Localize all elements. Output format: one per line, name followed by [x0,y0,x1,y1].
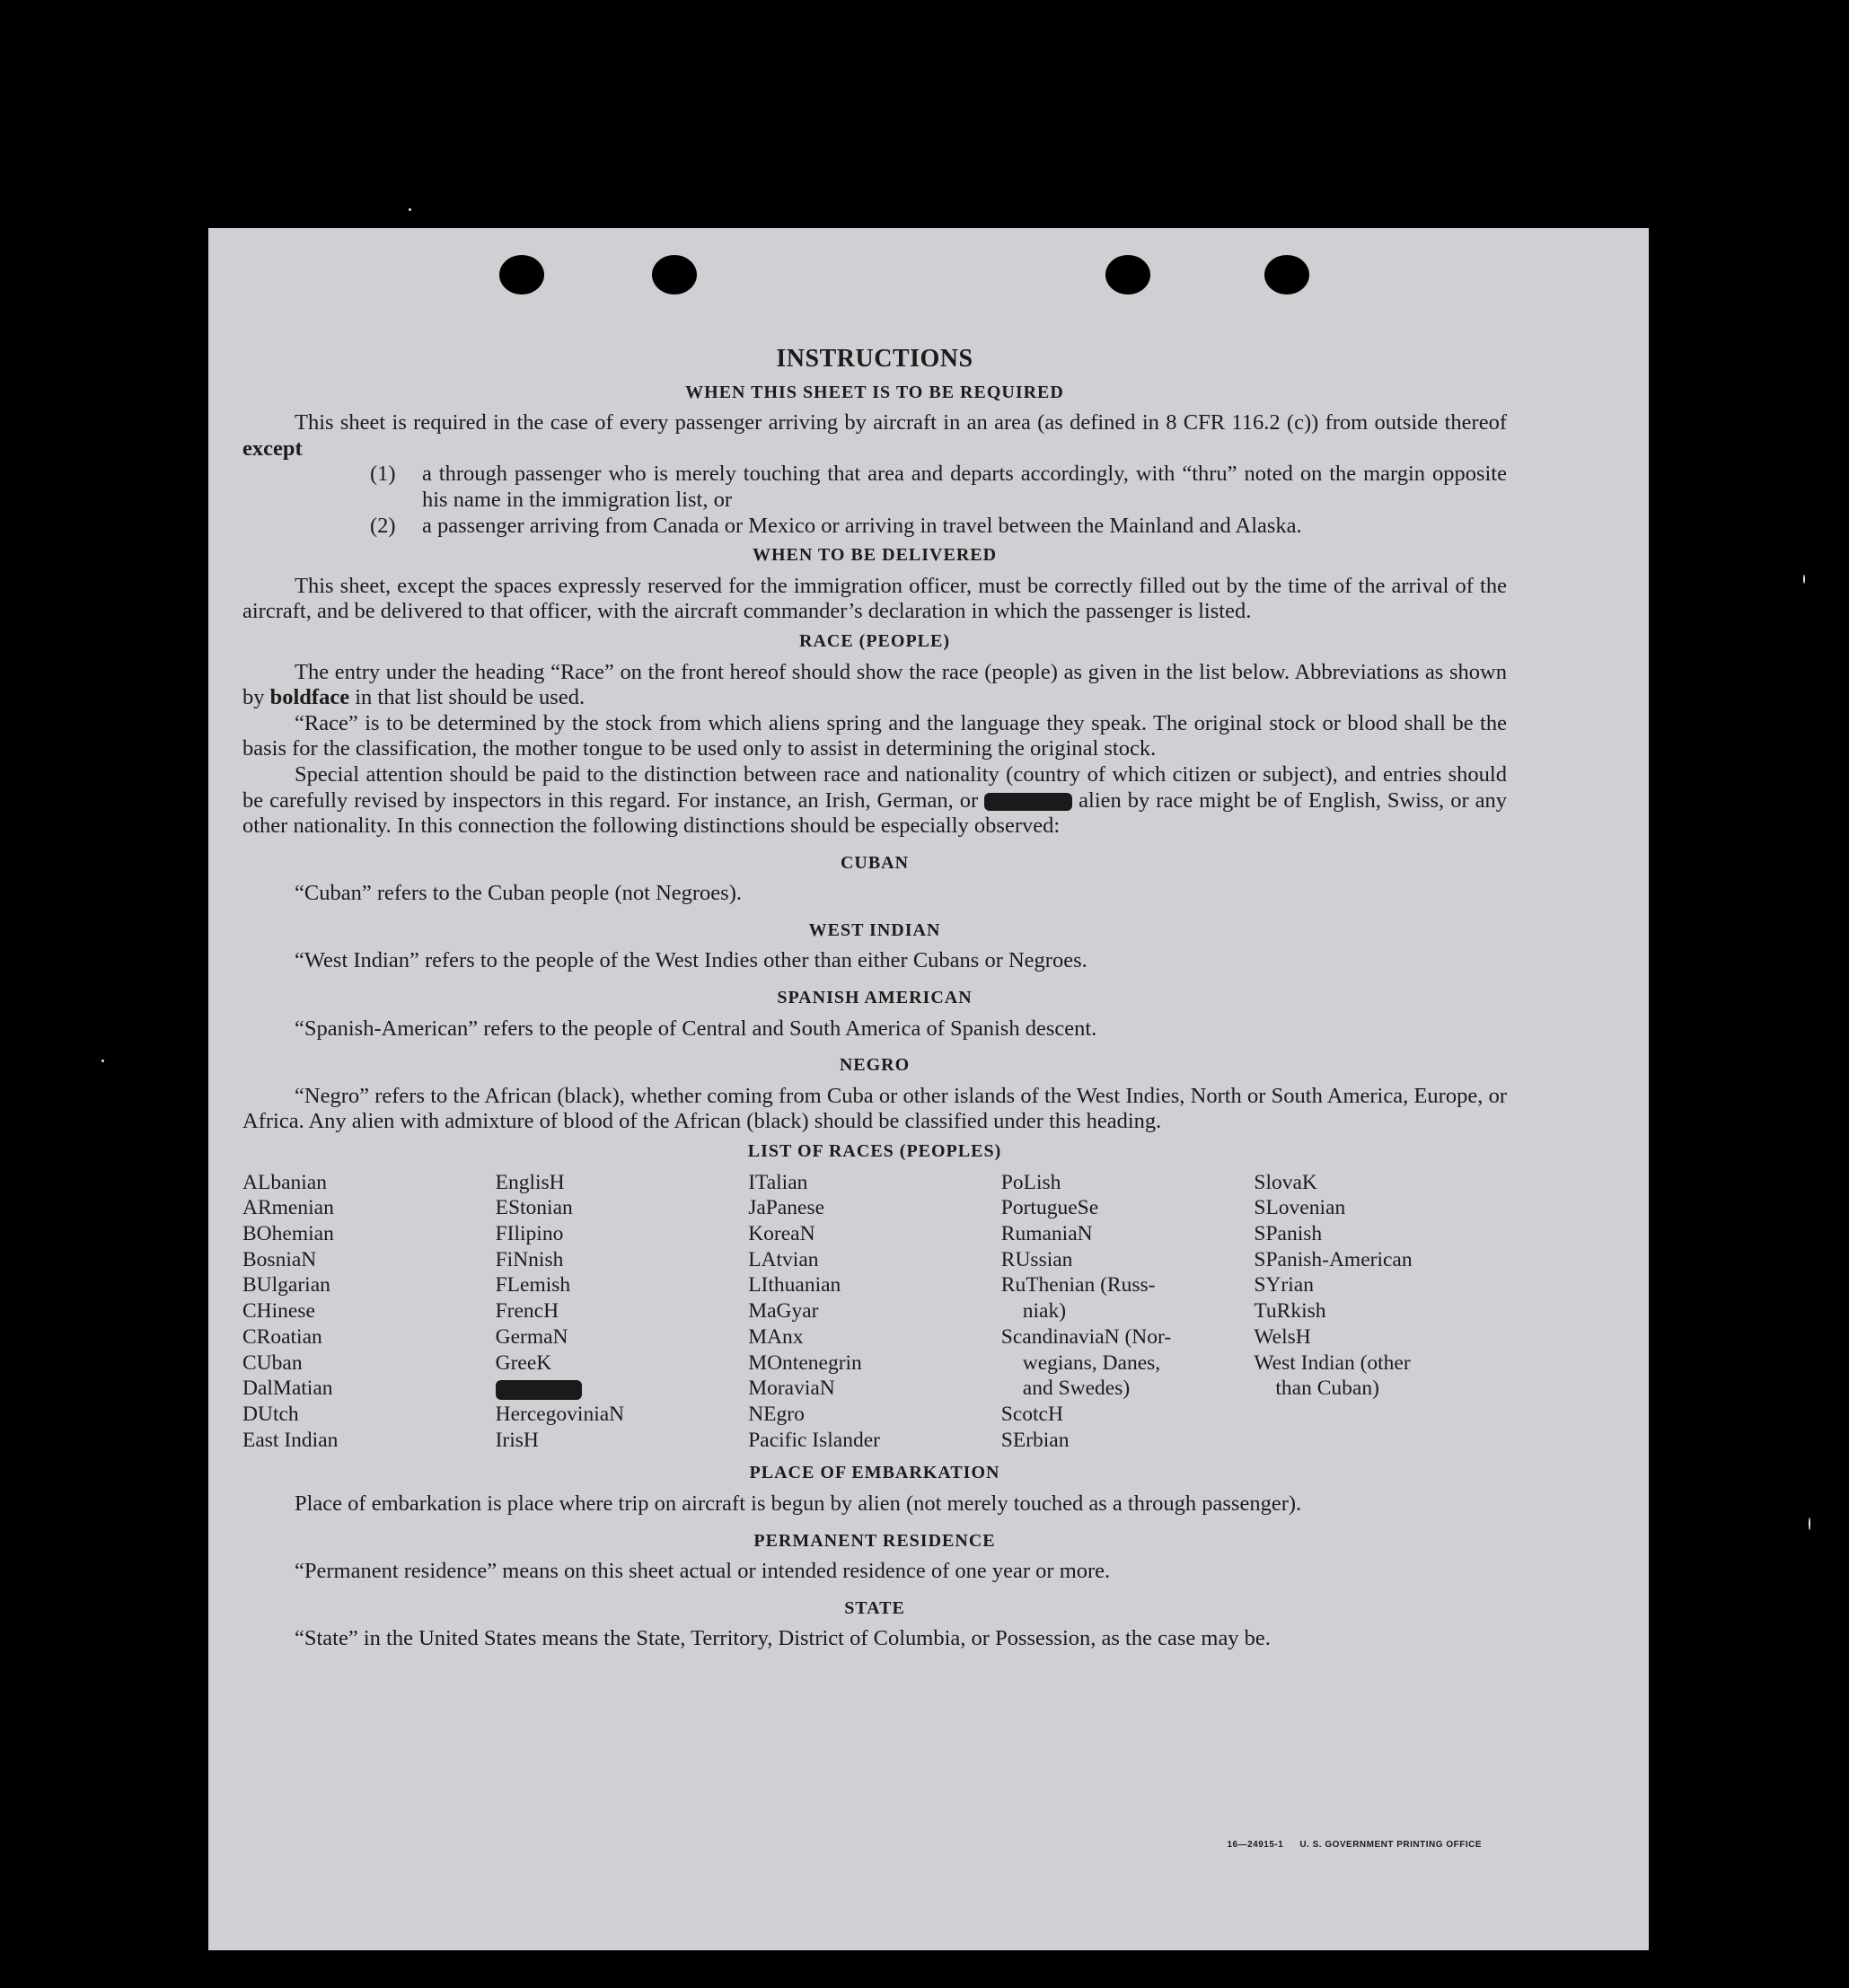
race-item: ALbanian [242,1170,327,1194]
heading-embarkation: PLACE OF EMBARKATION [749,1463,1000,1483]
heading-west-indian: WEST INDIAN [808,919,941,940]
paragraph-negro: “Negro” refers to the African (black), whether coming from Cuba or other islands of the West Indies, North or South America, Europe, or Africa. Any alien with admixture of blood of the African (black) should be classified under this heading. [242,1083,1507,1134]
race-item: FIlipino [495,1222,564,1246]
race-item: RuThenian (Russ- [1000,1273,1156,1297]
race-item: West Indian (other [1254,1350,1411,1375]
race-item-continued: niak) [1022,1299,1067,1324]
race-item: DUtch [242,1402,299,1426]
race-item: CUban [242,1350,303,1375]
race-item: MAnx [748,1324,804,1349]
race-item: SPanish [1254,1222,1323,1246]
instructions-body [242,347,1507,1652]
race-item: ScandinaviaN (Nor- [1000,1324,1172,1349]
race-column-3 [748,1170,1001,1454]
list-item-exception-1: (1) a through passenger who is merely touching that area and departs accordingly, with “thru” noted on the margin opposite his name in the immigration list, or [370,462,1507,512]
heading-when-delivered: WHEN TO BE DELIVERED [752,545,998,566]
race-item: SlovaK [1254,1170,1317,1194]
race-item: CRoatian [242,1324,322,1349]
race-item: RUssian [1000,1247,1073,1271]
race-item: MoraviaN [748,1377,835,1401]
scan-speck [1803,575,1805,584]
heading-negro: NEGRO [839,1055,911,1076]
race-item-redacted [496,1376,749,1402]
race-item: KoreaN [748,1222,815,1246]
race-item: PortugueSe [1000,1196,1099,1220]
race-item: BosniaN [242,1247,317,1271]
race-item: ITalian [748,1170,808,1194]
heading-list-of-races: LIST OF RACES (PEOPLES) [747,1141,1002,1162]
printer-footer [1211,1840,1482,1850]
race-item: LIthuanian [748,1273,841,1297]
race-item: SYrian [1254,1273,1314,1297]
race-item: Pacific Islander [748,1428,880,1452]
list-item-exception-2: (2) a passenger arriving from Canada or Mexico or arriving in travel between the Mainland and Alaska. [370,513,1302,538]
race-item-continued: wegians, Danes, [1022,1350,1161,1375]
redaction-mark [496,1380,582,1400]
race-item-continued: than Cuban) [1275,1377,1379,1401]
race-item: SErbian [1000,1428,1070,1452]
race-item-continued: and Swedes) [1022,1377,1131,1401]
form-number: 16—24915-1 [1227,1840,1284,1850]
heading-race: RACE (PEOPLE) [799,630,950,651]
punch-hole [499,255,544,295]
punch-hole [652,255,697,295]
race-item: WelsH [1254,1324,1311,1349]
race-item: EStonian [495,1196,573,1220]
race-column-5 [1254,1170,1507,1454]
punch-hole [1105,255,1150,295]
paragraph-race-3: Special attention should be paid to the distinction between race and nationality (country of which citizen or subject), and entries should be carefully revised by inspectors in this regard. For instance, an Irish, German, or alien by race might be of English, Swiss, or any other nationality. In this connection the following distinctions should be especially observed: [242,761,1507,839]
race-item: IrisH [495,1428,539,1452]
race-item: GreeK [495,1350,552,1375]
race-item: BUlgarian [242,1273,330,1297]
race-item: HercegoviniaN [495,1402,625,1426]
scan-speck [1809,1517,1810,1530]
race-item: FrencH [495,1299,559,1324]
race-item: ScotcH [1000,1402,1063,1426]
race-item: MaGyar [748,1299,819,1324]
punch-hole [1264,255,1309,295]
race-item: FiNnish [495,1247,564,1271]
page-title: INSTRUCTIONS [776,345,973,373]
race-column-2 [496,1170,749,1454]
race-column-4 [1001,1170,1255,1454]
race-item: LAtvian [748,1247,819,1271]
paragraph-embarkation: Place of embarkation is place where trip on aircraft is begun by alien (not merely touched as a through passenger). [295,1491,1302,1516]
paragraph-cuban: “Cuban” refers to the Cuban people (not Negroes). [295,881,742,906]
race-item: MOntenegrin [748,1350,862,1375]
paragraph-state: “State” in the United States means the State, Territory, District of Columbia, or Possession, as the case may be. [295,1626,1271,1651]
race-item: BOhemian [242,1222,334,1246]
heading-cuban: CUBAN [840,852,910,873]
race-item: SPanish-American [1254,1247,1413,1271]
paragraph-when-delivered: This sheet, except the spaces expressly reserved for the immigration officer, must be correctly filled out by the time of the arrival of the aircraft, and be delivered to that officer, with the aircraft commander’s declaration in which the passenger is listed. [242,573,1507,624]
race-item: JaPanese [748,1196,825,1220]
race-list [242,1170,1507,1454]
race-item: DalMatian [242,1377,333,1401]
race-item: CHinese [242,1299,315,1324]
heading-residence: PERMANENT RESIDENCE [753,1530,996,1551]
heading-when-required: WHEN THIS SHEET IS TO BE REQUIRED [685,382,1064,402]
scan-speck [101,1060,104,1062]
race-item: FLemish [495,1273,571,1297]
paragraph-residence: “Permanent residence” means on this sheet actual or intended residence of one year or more. [295,1559,1111,1584]
document-sheet [208,228,1649,1950]
paragraph-race-1: The entry under the heading “Race” on the front hereof should show the race (people) as given in the list below. Abbreviations as shown by boldface in that list should be used. [242,659,1507,710]
heading-spanish-american: SPANISH AMERICAN [777,988,973,1008]
race-item: East Indian [242,1428,339,1452]
race-item: RumaniaN [1000,1222,1093,1246]
paragraph-race-2: “Race” is to be determined by the stock from which aliens spring and the language they speak. The original stock or blood shall be the basis for the classification, the mother tongue to be used only to assist in determining the original stock. [242,710,1507,761]
race-item: SLovenian [1254,1196,1346,1220]
race-item: GermaN [495,1324,568,1349]
race-item: NEgro [748,1402,805,1426]
redaction-mark [984,793,1072,811]
race-column-1 [242,1170,496,1454]
race-item: TuRkish [1254,1299,1326,1324]
race-item: EnglisH [495,1170,565,1194]
paragraph-when-required: This sheet is required in the case of every passenger arriving by aircraft in an area (as defined in 8 CFR 116.2 (c)) from outside thereof except [242,410,1507,461]
printer-credit: U. S. GOVERNMENT PRINTING OFFICE [1299,1840,1482,1850]
paragraph-west-indian: “West Indian” refers to the people of the West Indies other than either Cubans or Negroes. [295,948,1087,973]
race-item: PoLish [1000,1170,1061,1194]
scan-speck [409,208,411,211]
race-item: ARmenian [242,1196,334,1220]
heading-state: STATE [844,1597,905,1618]
paragraph-spanish-american: “Spanish-American” refers to the people of Central and South America of Spanish descent. [295,1016,1097,1041]
